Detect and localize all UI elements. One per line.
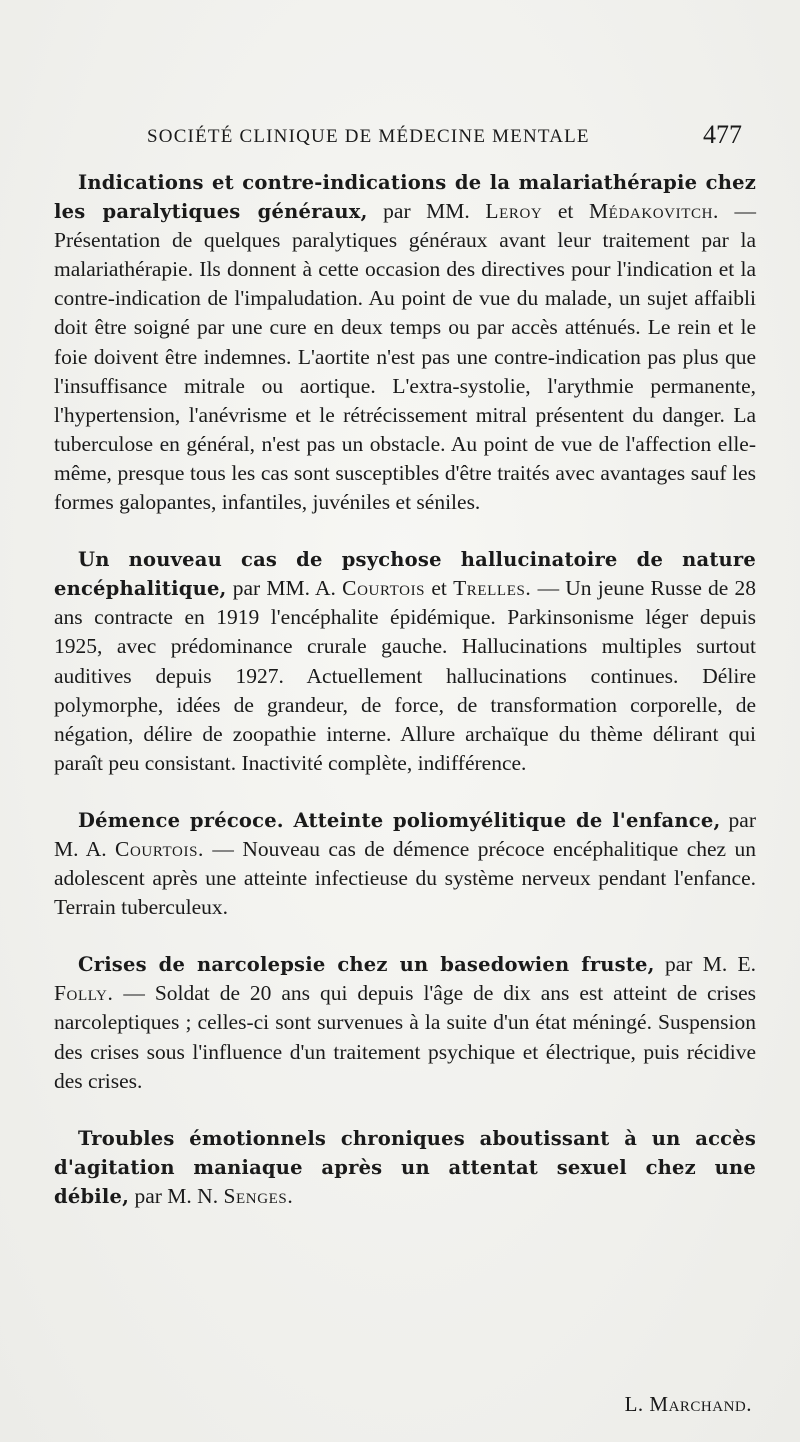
journal-title: SOCIÉTÉ CLINIQUE DE MÉDECINE MENTALE xyxy=(147,126,590,147)
entry-author: Folly. xyxy=(54,981,114,1006)
entry-narcolepsie xyxy=(54,950,756,1095)
entry-conjunction: et xyxy=(431,576,447,601)
entry-demence-precoce xyxy=(54,806,756,922)
entry-title: Démence précoce. Atteinte poliomyélitique de l'enfance, xyxy=(78,808,721,832)
entry-troubles-emotionnels xyxy=(54,1124,756,1211)
entry-text: — Nouveau cas de démence précoce encéphalitique chez un adolescent après une atteinte infectieuse du système nerveux pendant l'enfance. Terrain tuberculeux. xyxy=(54,836,757,920)
entry-author: Courtois. xyxy=(115,836,204,861)
entry-byline: par M. A. xyxy=(54,807,756,861)
entry-conjunction: et xyxy=(557,199,574,224)
entry-title: Crises de narcolepsie chez un basedowien fruste, xyxy=(78,953,655,977)
entry-title: Troubles émotionnels chroniques aboutissant à un accès d'agitation maniaque après un attentat sexuel chez une débile, xyxy=(54,1126,756,1208)
entry-author: Médakovitch. xyxy=(588,199,719,224)
entry-psychose-hallucinatoire xyxy=(54,545,756,778)
page-number: 477 xyxy=(703,120,742,149)
entry-text: — Présentation de quelques paralytiques généraux avant leur traitement par la malariathérapie. Ils donnent à cette occasion des directives pour l'indication et la contre-indication de l'impaludation. Au point de vue du malade, un sujet affaibli doit être soigné par une cure en deux temps ou par accès atténués. Le rein et le foie doivent être indemnes. L'aortite n'est pas une contre-indication pas plus que l'insuffisance mitrale ou aortique. L'extra-systolie, l'arythmie permanente, l'hypertension, l'anévrisme et le rétrécissement mitral présentent du danger. La tuberculose en général, n'est pas un obstacle. Au point de vue de l'affection elle-même, presque tous les cas sont susceptibles d'être traités avec avantages sauf les formes galopantes, infantiles, juvéniles et séniles. xyxy=(54,199,757,515)
page-body xyxy=(54,168,756,1211)
entry-author: Leroy xyxy=(485,199,543,224)
signature: L. Marchand. xyxy=(624,1392,752,1416)
entry-text: — Un jeune Russe de 28 ans contracte en 1919 l'encéphalite épidémique. Parkinsonisme léger depuis 1925, avec prédominance crurale gauche. Hallucinations multiples surtout auditives depuis 1927. Actuellement hallucinations continues. Délire polymorphe, idées de grandeur, de force, de transformation corporelle, de négation, délire de zoopathie interne. Allure archaïque du thème délirant qui paraît peu consistant. Inactivité complète, indifférence. xyxy=(54,576,757,775)
running-header xyxy=(147,120,742,156)
entry-malariatherapie xyxy=(54,168,756,517)
entry-byline: par M. N. xyxy=(134,1183,219,1208)
entry-byline: par MM. A. xyxy=(232,576,336,601)
entry-author: Senges. xyxy=(223,1183,294,1208)
entry-author: Trelles. xyxy=(453,576,532,601)
entry-title: Indications et contre-indications de la malariathérapie chez les paralytiques généraux, xyxy=(54,171,756,224)
entry-byline: par M. E. xyxy=(664,952,756,977)
entry-text: — Soldat de 20 ans qui depuis l'âge de dix ans est atteint de crises narcoleptiques ; celles-ci sont survenues à la suite d'un état méningé. Suspension des crises sous l'influence d'un traitement psychique et électrique, puis récidive des crises. xyxy=(54,981,757,1093)
entry-byline: par MM. xyxy=(383,199,470,224)
entry-title: Un nouveau cas de psychose hallucinatoire de nature encéphalitique, xyxy=(54,548,756,601)
entry-author: Courtois xyxy=(342,576,426,601)
